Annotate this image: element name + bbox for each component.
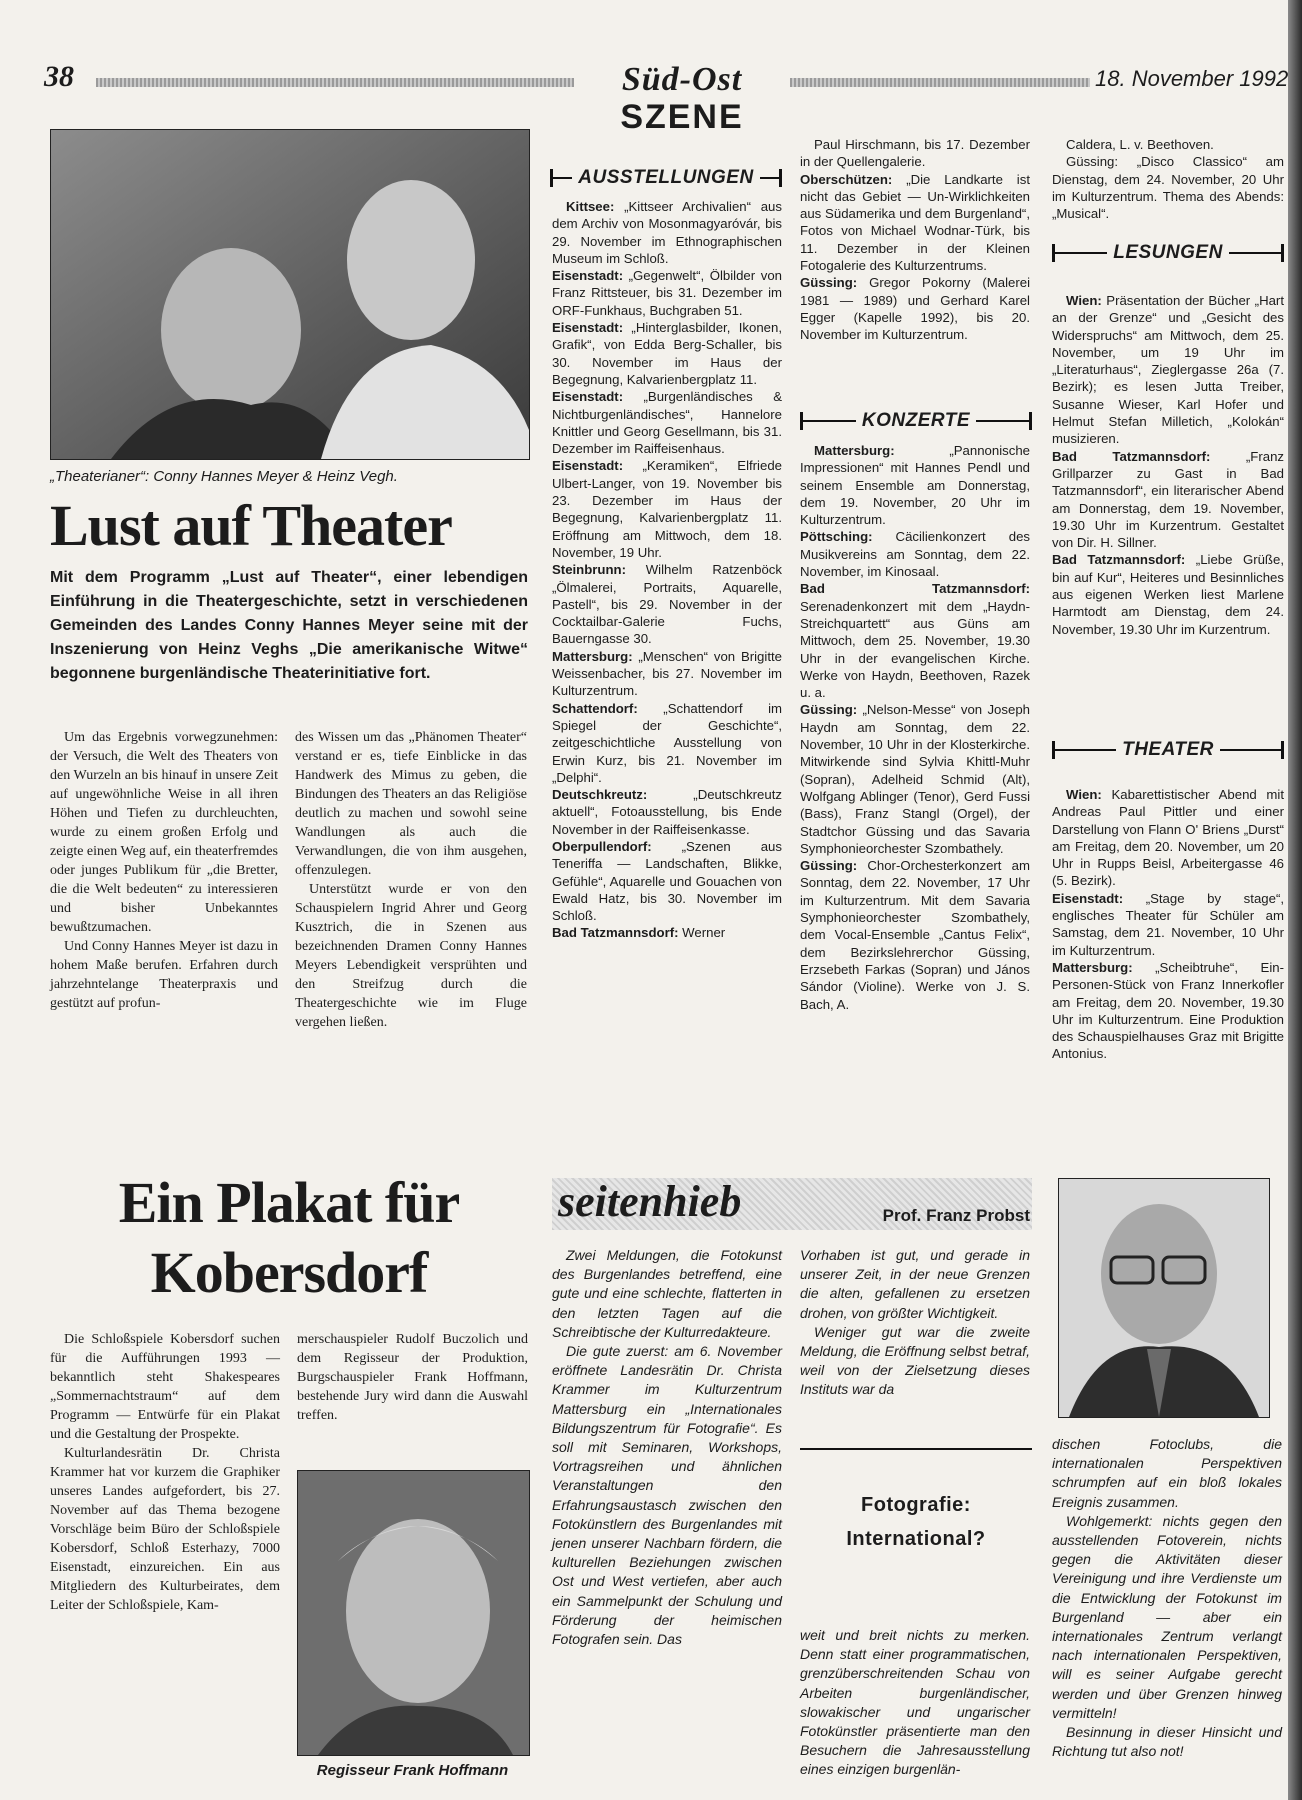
article1-col2-para: des Wissen um das „Phänomen Theater“ verstand er es, tiefe Einblicke in das Handwerk des Mimus zu geben, die Bindungen des Theaters an das Religiöse deutlich zu machen und sowohl seine Wandlungen als auch die Verwandlungen, die von ihm ausgehen, offenzulegen. <box>295 730 527 878</box>
ausstellungen-heading <box>550 164 782 192</box>
ausstellung-entry: Eisenstadt: „Keramiken“, Elfriede Ulbert-Langer, von 19. November bis 23. Dezember im Haus der Begegnung, Kalvarienbergplatz 11. Eröffnung am Mittwoch, dem 18. November, 19 Uhr. <box>552 458 782 560</box>
seitenhieb-col1 <box>552 1246 782 1649</box>
konzert-entry: Pöttsching: Cäcilienkonzert des Musikvereins am Sonntag, dem 22. November, im Kinosaal. <box>800 529 1030 580</box>
column3 <box>800 136 1030 344</box>
header-rule-left <box>96 78 574 87</box>
konzerte-title: KONZERTE <box>861 410 971 431</box>
issue-date: 18. November 1992 <box>1095 66 1289 91</box>
article1-col1 <box>50 728 278 1013</box>
article2-col1-para: Die Schloßspiele Kobersdorf suchen für die Aufführungen 1993 — bekanntlich steht Shakespeares „Sommernachtstraum“ auf dem Programm — Entwürfe für ein Plakat und die Gestaltung der Prospekte. <box>50 1332 280 1442</box>
lesungen-list <box>1052 292 1284 638</box>
article2-headline <box>50 1168 528 1308</box>
szene-logo <box>582 62 782 148</box>
article1-col1-para: Um das Ergebnis vorwegzunehmen: der Versuch, die Welt des Theaters von den Wurzeln an bis hinauf in unsere Zeit auf ungewöhnliche Weise in all ihren Höhen und Tiefen zu durchleuchten, wurde zu einem großen Erfolg und zeigte einen Weg auf, ein theaterfremdes oder junges Publikum für „die Bretter, die die Welt bedeuten“ zu interessieren und bisher Unbekanntes bewußtzumachen. <box>50 730 278 935</box>
column4 <box>1052 136 1284 222</box>
article1-col2 <box>295 728 527 1032</box>
ausstellung-entry: Eisenstadt: „Burgenländisches & Nichtburgenländisches“, Hannelore Knittler und Georg Gesellmann, bis 31. Dezember im Raiffeisenhaus. <box>552 389 782 457</box>
lesung-entry: Bad Tatzmannsdorf: „Liebe Grüße, bin auf Kur“, Heiteres und Besinnliches aus eigenen Werken liest Marlene Harmtodt am Dienstag, dem 24. November, 19.30 Uhr im Kurzentrum. <box>1052 552 1284 637</box>
article2-headline-line2: Kobersdorf <box>150 1240 428 1305</box>
theater-photo <box>50 129 530 460</box>
ausstellung-entry: Kittsee: „Kittseer Archivalien“ aus dem Archiv von Mosonmagyaróvár, bis 29. November im Ethnographischen Museum im Schloß. <box>552 199 782 266</box>
ausstellung-entry: Eisenstadt: „Hinterglasbilder, Ikonen, Grafik“, von Edda Berg-Schaller, bis 30. November im Haus der Begegnung, Kalvarienbergplatz 11. <box>552 320 782 387</box>
lesung-entry: Bad Tatzmannsdorf: „Franz Grillparzer zu Gast in Bad Tatzmannsdorf“, ein literarischer Abend am Donnerstag, dem 19. November, 19.30 Uhr im Kurzentrum. Gestaltet von Dir. H. Sillner. <box>1052 448 1284 551</box>
konzert-entry: Güssing: „Nelson-Messe“ von Joseph Haydn am Sonntag, dem 22. November, 10 Uhr in der Klosterkirche. Mitwirkende sind Sylvia Khittl-Muhr (Sopran), Adelheid Schmid (Alt), Wolfgang Ablinger (Tenor), Gerd Fussi (Bass), Franz Stangl (Orgel), der Stadtchor Güssing und das Savaria Symphonieorchester Szombathely. <box>800 702 1030 856</box>
lesungen-title: LESUNGEN <box>1113 242 1223 263</box>
article1-col2-para: Unterstützt wurde er von den Schauspielern Ingrid Ahrer und Georg Kusztrich, die in Szenen aus bezeichnenden Dramen Conny Hannes Meyers Lebendigkeit versprühten und den Streifzug durch die Theatergeschichte wie im Fluge vergehen ließen. <box>295 882 527 1030</box>
ausstellung-entry: Schattendorf: „Schattendorf im Spiegel der Geschichte“, zeitgeschichtliche Ausstellung von Erwin Kurz, bis 21. November im „Delphi“. <box>552 700 782 785</box>
seitenhieb-col2b <box>800 1626 1030 1780</box>
ausstellung-entry: Steinbrunn: Wilhelm Ratzenböck „Ölmalerei, Portraits, Aquarelle, Pastell“, bis 29. November in der Cocktailbar-Galerie Fuchs, Bauerngasse 30. <box>552 562 782 647</box>
fotografie-box <box>800 1448 1032 1614</box>
seitenhieb-para: Besinnung in dieser Hinsicht und Richtung tut also not! <box>1052 1724 1282 1760</box>
seitenhieb-para: weit und breit nichts zu merken. Denn statt einer programmatischen, grenzüberschreitenden Schau von Arbeiten burgenländischer, slowakischer und ungarischer Fotokünstler präsentierte man den Besuchern die Jahresausstellung eines einzigen burgenlän- <box>800 1627 1030 1778</box>
hoffmann-photo <box>297 1470 530 1756</box>
konzerte-heading <box>800 407 1032 435</box>
article1-col1-para: Und Conny Hannes Meyer ist dazu in hohem Maße berufen. Erfahren durch jahrzehntelange Theaterpraxis und gestützt auf profun- <box>50 939 278 1011</box>
article2-col2-para: merschauspieler Rudolf Buczolich und dem Regisseur der Produktion, Burgschauspieler Frank Hoffmann, bestehende Jury wird dann die Auswahl treffen. <box>297 1332 528 1423</box>
theater-photo-image <box>51 130 529 459</box>
hoffmann-photo-caption: Regisseur Frank Hoffmann <box>316 1762 509 1779</box>
ausstellung-entry: Oberschützen: „Die Landkarte ist nicht das Gebiet — Un-Wirklichkeiten aus Südamerika und dem Burgenland“, Fotos von Michael Wodnar-Türk, bis 11. Dezember in der Kleinen Fotogalerie des Kulturzentrums. <box>800 171 1030 274</box>
konzert-continuation: Caldera, L. v. Beethoven. <box>1066 137 1214 152</box>
ausstellung-entry: Bad Tatzmannsdorf: Werner <box>552 925 726 941</box>
theater-list <box>1052 786 1284 1063</box>
ausstellung-entry: Deutschkreutz: „Deutschkreutz aktuell“, Fotoausstellung, bis Ende November in der Raiffeisenkasse. <box>552 787 782 837</box>
logo-line2: SZENE <box>620 98 744 136</box>
hoffmann-photo-image <box>298 1471 529 1755</box>
ausstellung-entry: Güssing: Gregor Pokorny (Malerei 1981 — 1989) und Gerhard Karel Egger (Kapelle 1992), bis 20. November im Kulturzentrum. <box>800 275 1030 343</box>
ausstellung-entry: Mattersburg: „Menschen“ von Brigitte Weissenbacher, bis 27. November im Kulturzentrum. <box>552 648 782 699</box>
ausstellungen-title: AUSSTELLUNGEN <box>578 167 754 188</box>
fotografie-box-line1: Fotografie: <box>861 1494 971 1516</box>
seitenhieb-para: Weniger gut war die zweite Meldung, die Eröffnung selbst betraf, weil von der Zielsetzung dieses Instituts war da <box>800 1323 1030 1398</box>
konzert-entry: Güssing: Chor-Orchesterkonzert am Sonntag, dem 22. November, 17 Uhr im Kulturzentrum. Mit dem Savaria Symphonieorchester Szombathely, dem Vocal-Ensemble „Cantus Felix“, dem Bezirkslehrerchor Güssing, Erzsebeth Farkas (Sopran) und János Sándor (Violine). Werke von J. S. Bach, A. <box>800 858 1030 1012</box>
seitenhieb-col2a <box>800 1246 1030 1400</box>
konzert-entry: Bad Tatzmannsdorf: Serenadenkonzert mit dem „Haydn-Streichquartett“ aus Güns am Mittwoch, dem 25. November, 19.30 Uhr in der evangelischen Kirche. Werke von Haydn, Beethoven, Razek u. a. <box>800 581 1030 701</box>
page-number: 38 <box>44 60 74 93</box>
article1-headline: Lust auf Theater <box>50 493 452 558</box>
seitenhieb-para: dischen Fotoclubs, die internationalen Perspektiven schrumpfen auf ein bloß lokales Ereignis zusammen. <box>1052 1436 1282 1510</box>
seitenhieb-para: Die gute zuerst: am 6. November eröffnete Landesrätin Dr. Christa Krammer im Kulturzentrum Mattersburg ein „Internationales Bildungszentrum für Fotografie“. Es soll mit Seminaren, Workshops, Vortragsreihen und ähnlichen Veranstaltungen den Erfahrungsaustasch zwischen den Fotokünstlern des Burgenlandes mit jenen unserer Nachbarn fördern, die kulturellen Beziehungen zwischen Ost und West vertiefen, aber auch ein Sammelpunkt der Schulung und Förderung der heimischen Fotografen sein. Das <box>552 1343 782 1648</box>
article2-col2 <box>297 1330 528 1425</box>
article1-lead: Mit dem Programm „Lust auf Theater“, einer lebendigen Einführung in die Theatergeschichte, setzt in verschiedenen Gemeinden des Landes Conny Hannes Meyer seine mit der Inszenierung von Heinz Veghs „Die amerikanische Witwe“ begonnene burgenländische Theaterinitiative fort. <box>50 569 528 682</box>
article2-col1 <box>50 1330 280 1615</box>
ausstellung-entry: Oberpullendorf: „Szenen aus Teneriffa — Landschaften, Blikke, Gefühle“, Aquarelle und Gouachen von Ewald Hatz, bis 30. November im Schloß. <box>552 838 782 924</box>
lesungen-heading <box>1052 239 1284 267</box>
ausstellung-entry: Eisenstadt: „Gegenwelt“, Ölbilder von Franz Rittsteuer, bis 31. Dezember im ORF-Funkhaus, Buchgraben 51. <box>552 268 782 318</box>
seitenhieb-col3 <box>1052 1435 1282 1761</box>
seitenhieb-para: Zwei Meldungen, die Fotokunst des Burgenlandes betreffend, eine gute und eine schlechte, flatterten in den letzten Tagen auf die Schreibtische der Kulturredakteure. <box>552 1247 782 1340</box>
ausstellungen-list <box>552 198 782 942</box>
article2-col1-para: Kulturlandesrätin Dr. Christa Krammer hat vor kurzem die Graphiker unseres Landes aufgefordert, bis 27. November auf das Thema bezogene Vorschläge beim Büro der Schloßspiele Kobersdorf, Schloß Esterhazy, 7000 Eisenstadt, einzureichen. Ein aus Mitgliedern des Kulturbeirates, dem Leiter der Schloßspiele, Kam- <box>50 1446 280 1613</box>
seitenhieb-kicker: seitenhieb <box>558 1177 742 1226</box>
logo-line1: Süd-Ost <box>621 61 743 98</box>
seitenhieb-author: Prof. Franz Probst <box>882 1206 1030 1225</box>
header-rule-right <box>790 78 1090 87</box>
konzert-entry: Mattersburg: „Pannonische Impressionen“ mit Hannes Pendl und seinem Ensemble am Donnerstag, dem 19. November, 20 Uhr im Kulturzentrum. <box>800 443 1030 528</box>
ausstellung-continuation: Paul Hirschmann, bis 17. Dezember in der Quellengalerie. <box>800 137 1030 170</box>
konzerte-list <box>800 442 1030 1013</box>
theater-entry: Mattersburg: „Scheibtruhe“, Ein-Personen-Stück von Franz Innerkofler am Freitag, dem 20. November, 19.30 Uhr im Kulturzentrum. Eine Produktion des Schauspielhauses Graz mit Brigitte Antonius. <box>1052 959 1284 1062</box>
fotografie-box-line2: International? <box>846 1528 986 1550</box>
probst-photo <box>1058 1178 1270 1418</box>
theater-entry: Wien: Kabarettistischer Abend mit Andreas Paul Pittler und einer Darstellung von Flann O' Briens „Durst“ am Freitag, dem 20. November, um 20 Uhr in Rupps Beisl, Arbeitergasse 46 (5. Bezirk). <box>1052 787 1284 889</box>
seitenhieb-para: Wohlgemerkt: nichts gegen den ausstellenden Fotoverein, nichts gegen die Aktivitäten dieser Vereinigung und ihre Verdienste um die Entwicklung der Fotokunst im Burgenland — aber ein internationales Zentrum verlangt nach internationalen Perspektiven, will es seiner Aufgabe gerecht werden und über Grenzen hinweg vermitteln! <box>1052 1512 1282 1721</box>
theater-entry: Eisenstadt: „Stage by stage“, englisches Theater für Schüler am Samstag, dem 21. November, 10 Uhr im Kulturzentrum. <box>1052 890 1284 958</box>
theater-heading <box>1052 736 1284 764</box>
theater-title: THEATER <box>1122 739 1214 760</box>
seitenhieb-para: Vorhaben ist gut, und gerade in unserer Zeit, in der neue Grenzen die alten, gefallenen zu ersetzen drohen, von größter Wichtigkeit. <box>800 1247 1030 1321</box>
lesung-entry: Wien: Präsentation der Bücher „Hart an der Grenze“ und „Gesicht des Widerspruchs“ am Mittwoch, dem 25. November, um 19 Uhr im „Literaturhaus“, Zieglergasse 26a (7. Bezirk); es lesen Jutta Treiber, Susanne Wieser, Karl Hofer und Helmut Stefan Milletich, „Kolokán“ musizieren. <box>1052 293 1284 447</box>
page-edge-shadow <box>1288 0 1302 1800</box>
article2-headline-line1: Ein Plakat für <box>118 1170 460 1235</box>
konzert-entry: Güssing: „Disco Classico“ am Dienstag, dem 24. November, 20 Uhr im Kulturzentrum. Thema des Abends: „Musical“. <box>1052 154 1284 222</box>
theater-photo-caption: „Theaterianer“: Conny Hannes Meyer & Heinz Vegh. <box>50 468 398 485</box>
probst-photo-image <box>1059 1179 1269 1417</box>
